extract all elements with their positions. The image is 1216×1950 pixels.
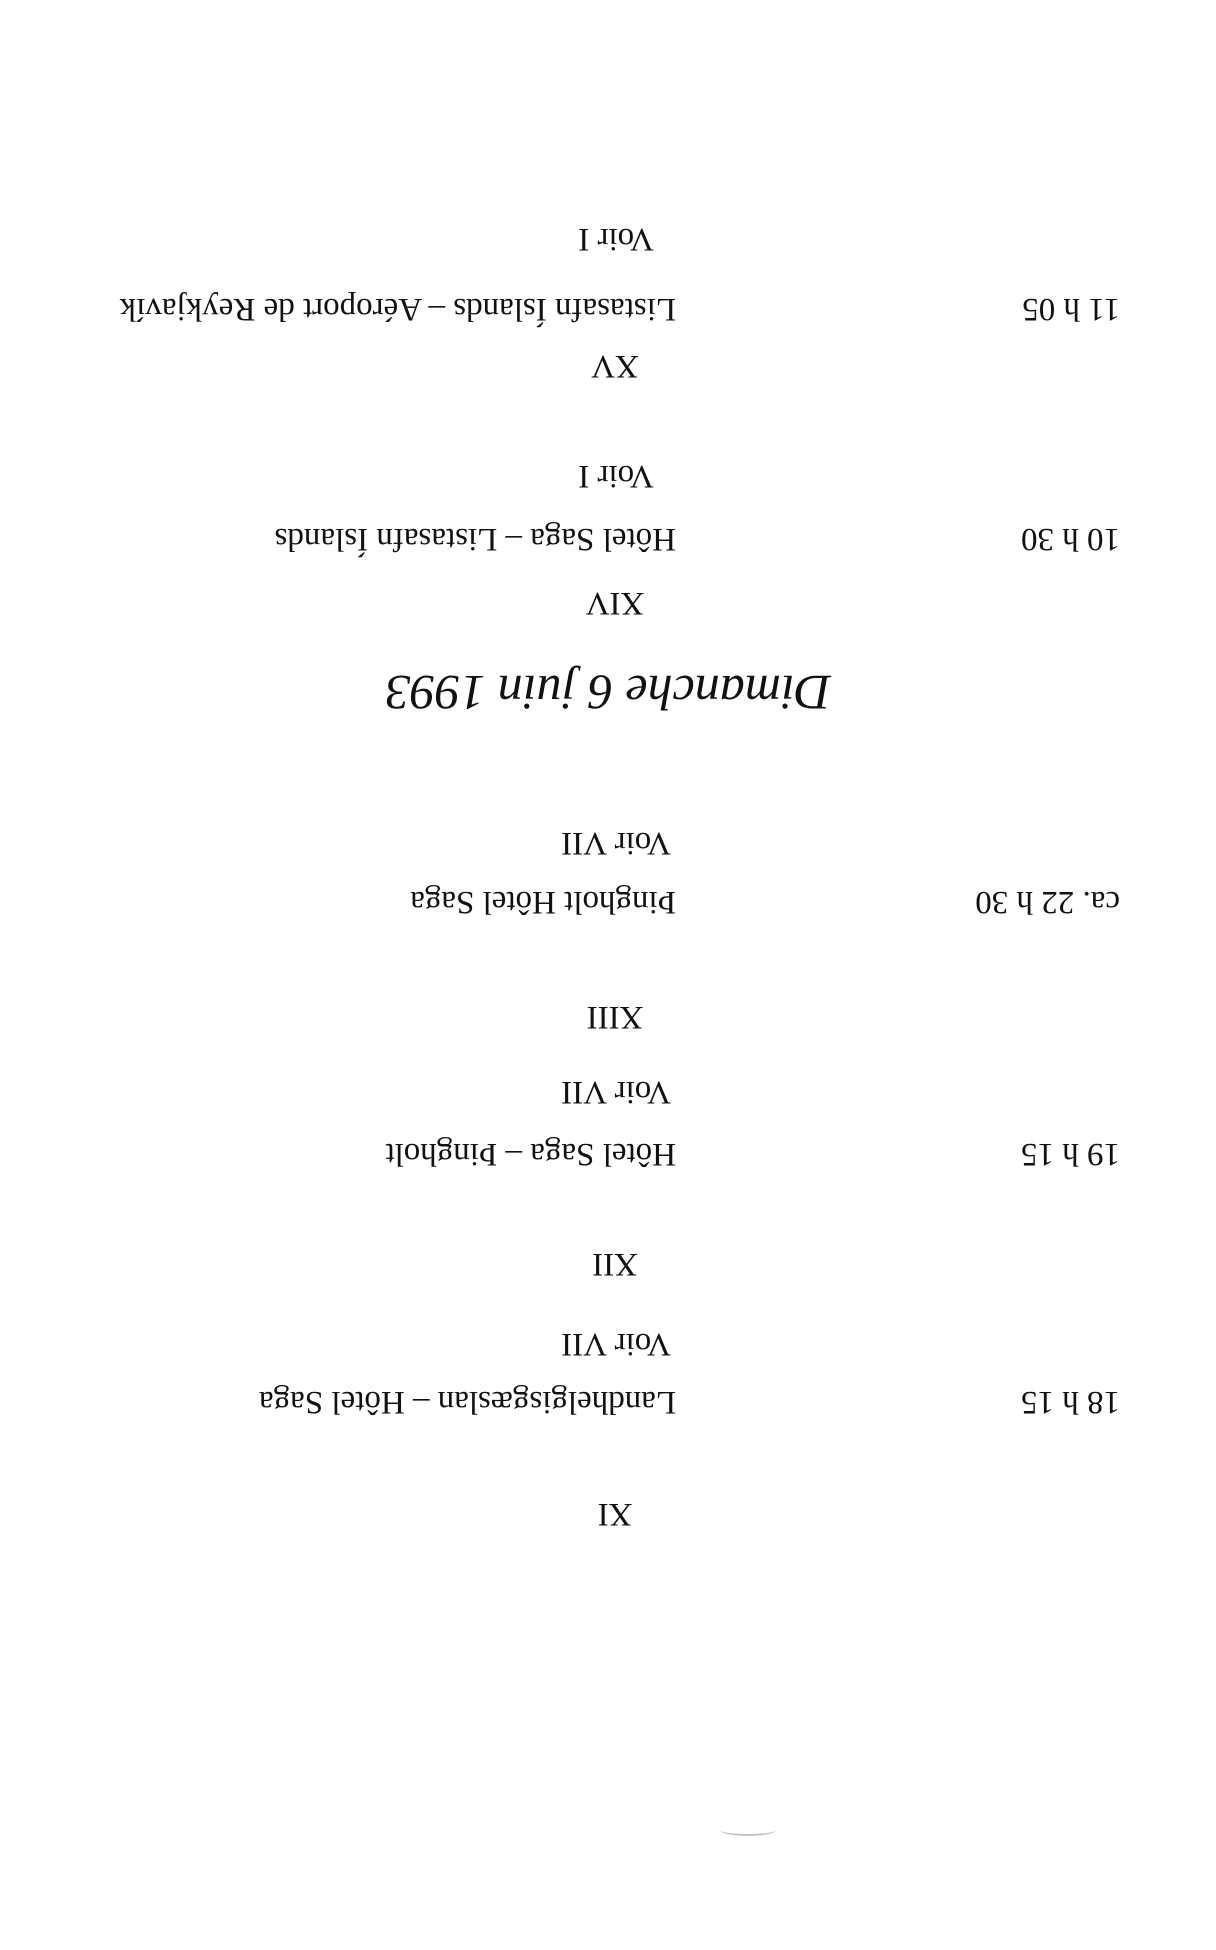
section-numeral-xi: XI (597, 1496, 633, 1532)
voir-reference-xi: Voir VII (561, 1326, 671, 1362)
route-xiii: Þingholt Hôtel Saga (410, 884, 676, 920)
section-numeral-xii: XII (592, 1246, 638, 1282)
route-xv: Listasafn Íslands – Aéroport de Reykjavík (119, 291, 676, 327)
time-xi: 18 h 15 (1021, 1384, 1120, 1420)
time-xii: 19 h 15 (1021, 1136, 1120, 1172)
section-numeral-xiv: XIV (585, 585, 645, 621)
time-xiii: ca. 22 h 30 (975, 884, 1120, 920)
route-xii: Hôtel Saga – Þingholt (385, 1136, 676, 1172)
section-numeral-xiii: XIII (586, 999, 644, 1035)
route-xi: Landhelgisgæslan – Hôtel Saga (258, 1384, 676, 1420)
voir-reference-xii: Voir VII (561, 1074, 671, 1110)
day-heading: Dimanche 6 juin 1993 (385, 665, 831, 721)
scan-smudge (720, 1824, 776, 1836)
time-xiv: 10 h 30 (1021, 521, 1120, 557)
route-xiv: Hôtel Saga – Listasafn Íslands (274, 521, 676, 557)
voir-reference-xiii: Voir VII (561, 825, 671, 861)
time-xv: 11 h 05 (1022, 291, 1120, 327)
voir-reference-xv: Voir I (578, 221, 654, 257)
voir-reference-xiv: Voir I (578, 458, 654, 494)
section-numeral-xv: XV (591, 348, 639, 384)
